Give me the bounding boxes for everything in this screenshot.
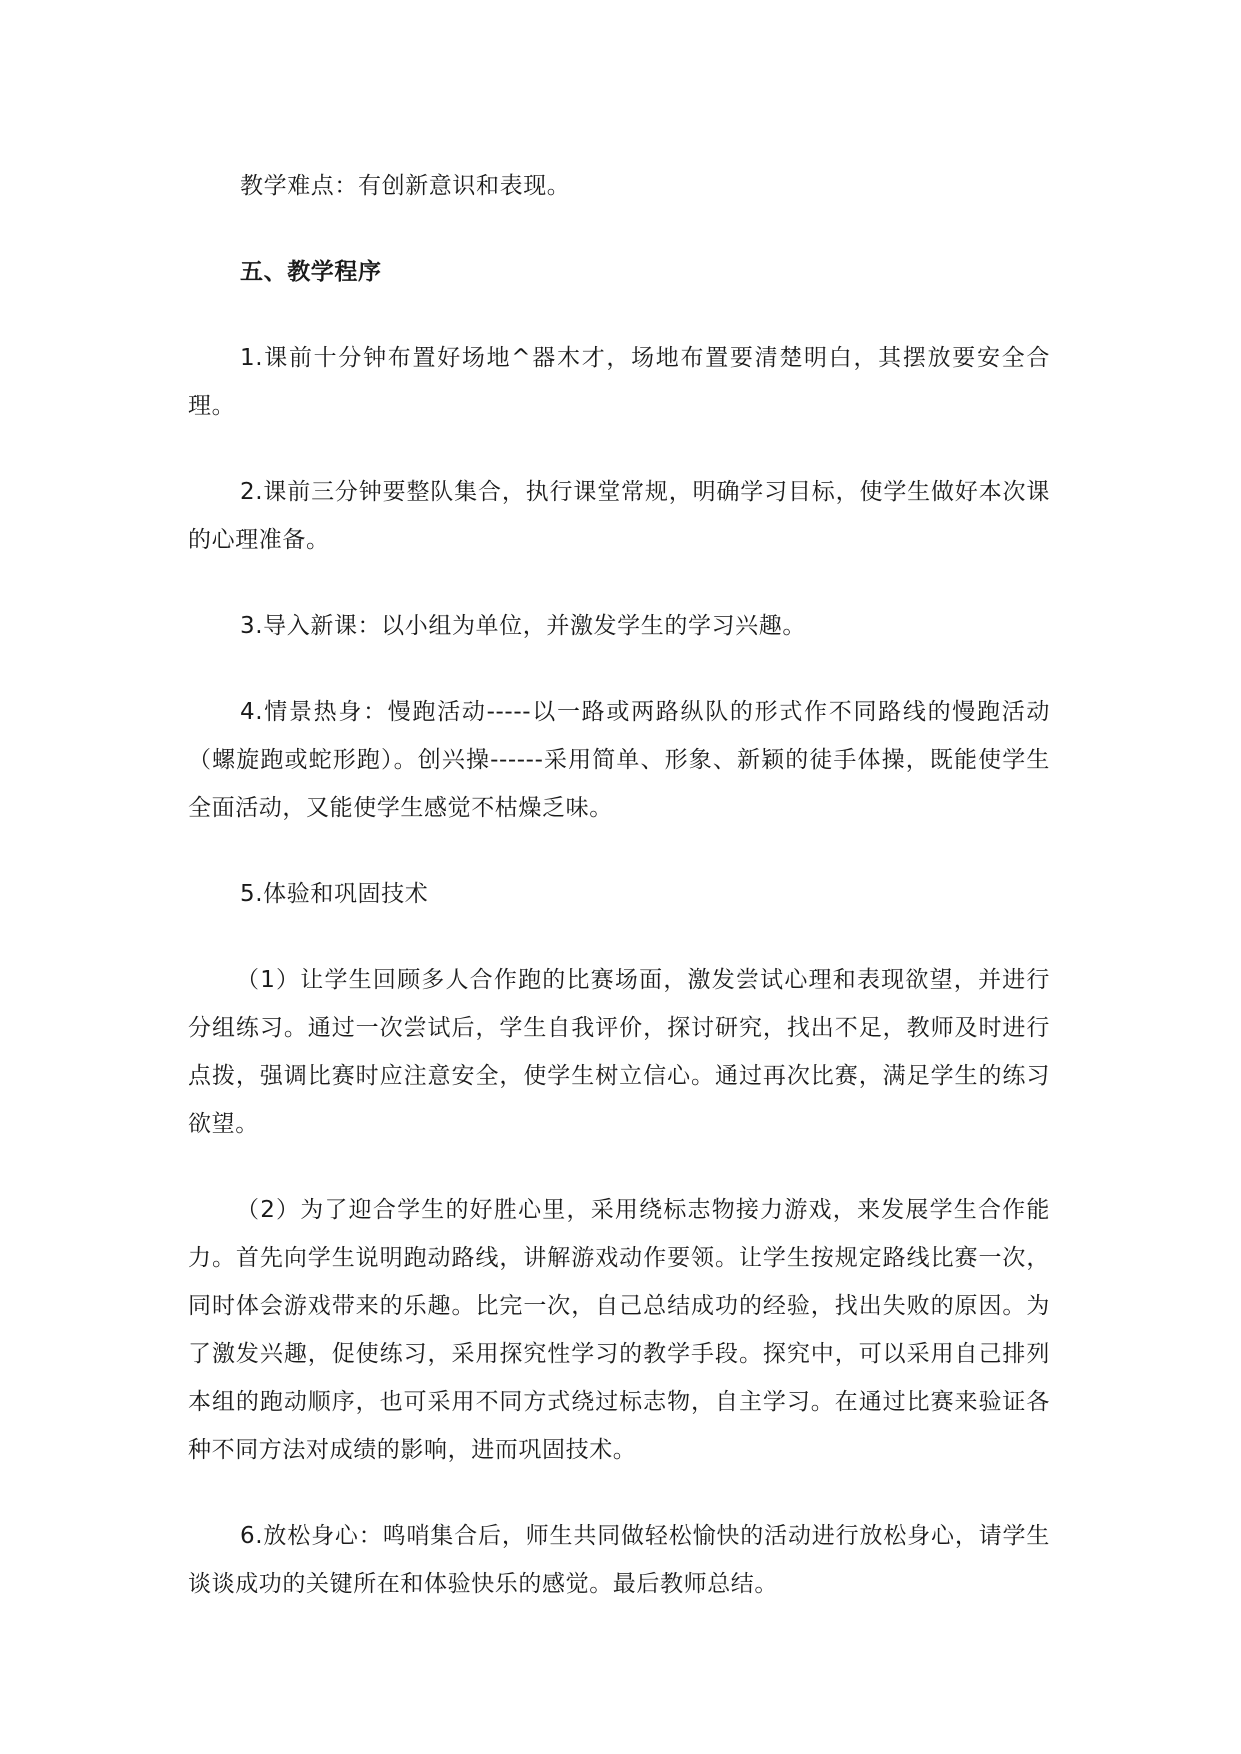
document-body [188,162,1050,1646]
paragraph-step-1: 1.课前十分钟布置好场地^器木才，场地布置要清楚明白，其摆放要安全合理。 [188,345,1050,419]
paragraph-step-5-part-2: （2）为了迎合学生的好胜心里，采用绕标志物接力游戏，来发展学生合作能力。首先向学生说明跑动路线，讲解游戏动作要领。让学生按规定路线比赛一次，同时体会游戏带来的乐趣。比完一次，自己总结成功的经验，找出失败的原因。为了激发兴趣，促使练习，采用探究性学习的教学手段。探究中，可以采用自己排列本组的跑动顺序，也可采用不同方式绕过标志物，自主学习。在通过比赛来验证各种不同方法对成绩的影响，进而巩固技术。 [188,1197,1050,1463]
paragraph-step-3: 3.导入新课：以小组为单位，并激发学生的学习兴趣。 [240,613,806,639]
paragraph-teaching-difficulty: 教学难点：有创新意识和表现。 [240,173,571,199]
paragraph-step-5: 5.体验和巩固技术 [240,881,429,907]
paragraph-step-4: 4.情景热身：慢跑活动-----以一路或两路纵队的形式作不同路线的慢跑活动（螺旋跑或蛇形跑）。创兴操------采用简单、形象、新颖的徒手体操，既能使学生全面活动，又能使学生感觉不枯燥乏味。 [188,699,1050,821]
paragraph-step-5-part-1: （1）让学生回顾多人合作跑的比赛场面，激发尝试心理和表现欲望，并进行分组练习。通过一次尝试后，学生自我评价，探讨研究，找出不足，教师及时进行点拨，强调比赛时应注意安全，使学生树立信心。通过再次比赛，满足学生的练习欲望。 [188,967,1050,1137]
section-heading-teaching-procedure: 五、教学程序 [240,259,382,285]
paragraph-step-6: 6.放松身心：鸣哨集合后，师生共同做轻松愉快的活动进行放松身心，请学生谈谈成功的关键所在和体验快乐的感觉。最后教师总结。 [188,1523,1050,1597]
paragraph-step-2: 2.课前三分钟要整队集合，执行课堂常规，明确学习目标，使学生做好本次课的心理准备。 [188,479,1050,553]
